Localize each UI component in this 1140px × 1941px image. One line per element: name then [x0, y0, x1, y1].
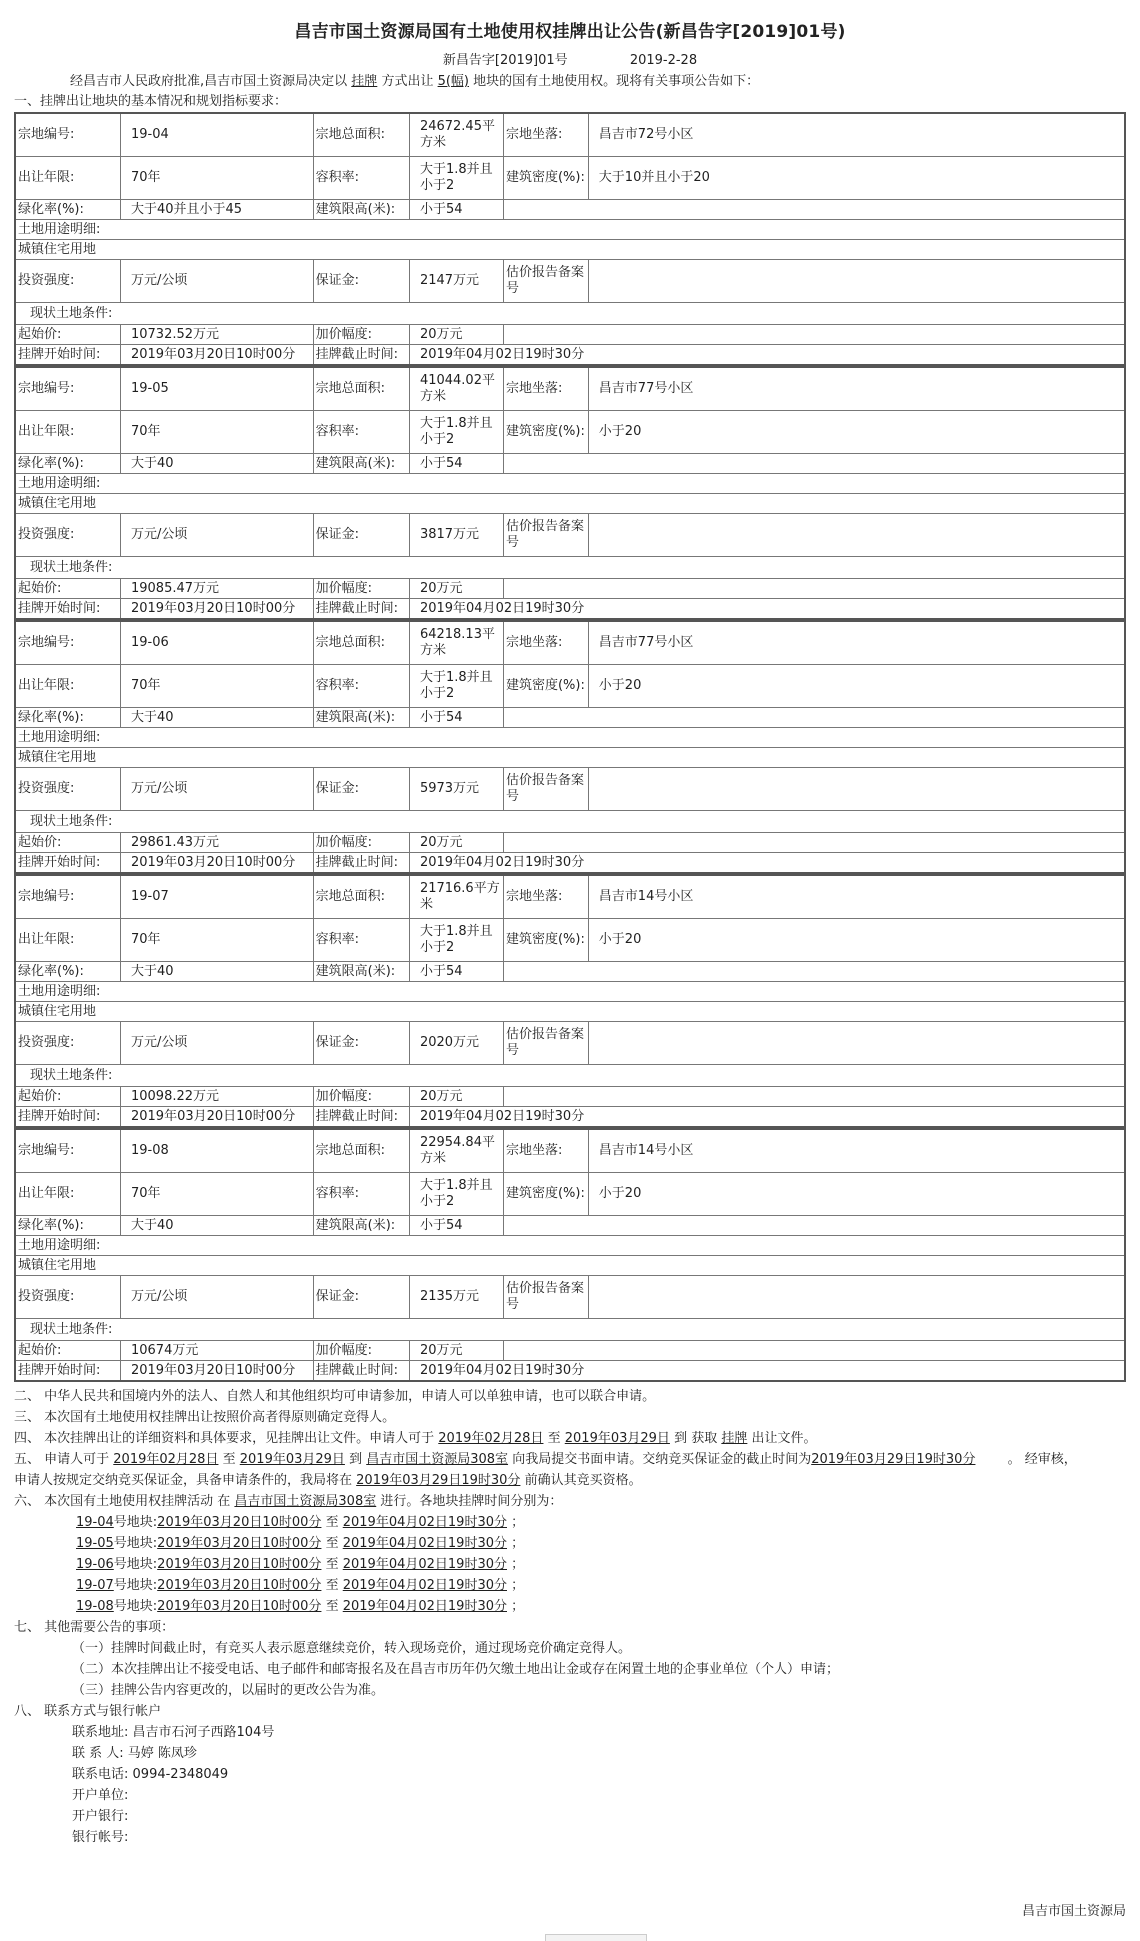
label-deposit: 保证金:	[313, 260, 409, 303]
label-density: 建筑密度(%):	[503, 411, 588, 454]
parcel-term: 70年	[120, 1173, 313, 1216]
parcel-height: 小于54	[409, 454, 503, 474]
empty-cell	[503, 708, 1125, 728]
intro-paragraph: 经昌吉市人民政府批准,昌吉市国土资源局决定以 挂牌 方式出让 5(幅) 地块的国有土地使用权。现将有关事项公告如下：	[70, 74, 760, 89]
label-increment: 加价幅度:	[313, 1341, 409, 1361]
parcel-start-price: 29861.43万元	[120, 833, 313, 853]
parcel-green: 大于40	[120, 962, 313, 982]
parcel-increment: 20万元	[409, 325, 503, 345]
label-green: 绿化率(%):	[15, 708, 120, 728]
parcel-table	[14, 874, 1126, 1128]
parcel-area: 64218.13平方米	[409, 621, 503, 665]
section-8: 八、 联系方式与银行帐户	[14, 1704, 162, 1719]
parcel-report	[588, 1022, 1125, 1065]
label-far: 容积率:	[313, 665, 409, 708]
label-green: 绿化率(%):	[15, 962, 120, 982]
empty-cell	[503, 1341, 1125, 1361]
label-term: 出让年限:	[15, 919, 120, 962]
label-increment: 加价幅度:	[313, 325, 409, 345]
parcel-no: 19-08	[120, 1129, 313, 1173]
label-parcel-no: 宗地编号:	[15, 113, 120, 157]
label-start-price: 起始价:	[15, 325, 120, 345]
parcel-start-time: 2019年03月20日10时00分	[120, 853, 313, 874]
section-6: 六、 本次国有土地使用权挂牌活动 在 昌吉市国土资源局308室 进行。各地块挂牌时间分别为：	[14, 1494, 563, 1509]
label-start-price: 起始价:	[15, 579, 120, 599]
label-condition: 现状土地条件:	[15, 557, 1125, 579]
parcel-location: 昌吉市14号小区	[588, 1129, 1125, 1173]
parcel-no: 19-07	[120, 875, 313, 919]
label-parcel-no: 宗地编号:	[15, 875, 120, 919]
empty-cell	[503, 962, 1125, 982]
schedule-item: 19-07号地块:2019年03月20日10时00分 至 2019年04月02日19时30分 ；	[76, 1578, 525, 1593]
empty-cell	[503, 454, 1125, 474]
parcel-use: 城镇住宅用地	[15, 1256, 1125, 1276]
label-deposit: 保证金:	[313, 1276, 409, 1319]
parcel-start-time: 2019年03月20日10时00分	[120, 599, 313, 620]
label-report: 估价报告备案号	[503, 1022, 588, 1065]
label-green: 绿化率(%):	[15, 200, 120, 220]
empty-cell	[503, 1216, 1125, 1236]
schedule-item: 19-05号地块:2019年03月20日10时00分 至 2019年04月02日19时30分 ；	[76, 1536, 525, 1551]
empty-cell	[503, 200, 1125, 220]
parcel-location: 昌吉市77号小区	[588, 621, 1125, 665]
parcel-start-price: 10674万元	[120, 1341, 313, 1361]
parcel-invest: 万元/公顷	[120, 768, 313, 811]
contact-person: 联 系 人: 马婷 陈凤珍	[72, 1746, 197, 1761]
parcel-area: 41044.02平方米	[409, 367, 503, 411]
parcel-increment: 20万元	[409, 1087, 503, 1107]
label-start-time: 挂牌开始时间:	[15, 345, 120, 366]
method-text: 挂牌	[351, 74, 378, 89]
parcel-tables	[14, 112, 1126, 1382]
notice-terms	[14, 1386, 1126, 1848]
bank-name: 开户银行:	[72, 1809, 129, 1824]
label-density: 建筑密度(%):	[503, 157, 588, 200]
parcel-area: 24672.45平方米	[409, 113, 503, 157]
parcel-table	[14, 112, 1126, 366]
schedule-item: 19-04号地块:2019年03月20日10时00分 至 2019年04月02日19时30分 ；	[76, 1515, 525, 1530]
label-height: 建筑限高(米):	[313, 200, 409, 220]
label-report: 估价报告备案号	[503, 514, 588, 557]
label-deposit: 保证金:	[313, 514, 409, 557]
parcel-use: 城镇住宅用地	[15, 748, 1125, 768]
bank-unit: 开户单位:	[72, 1788, 129, 1803]
label-use: 土地用途明细:	[15, 1236, 1125, 1256]
label-condition: 现状土地条件:	[15, 1065, 1125, 1087]
parcel-term: 70年	[120, 157, 313, 200]
doc-date: 2019-2-28	[629, 53, 698, 68]
label-invest: 投资强度:	[15, 768, 120, 811]
parcel-end-time: 2019年04月02日19时30分	[409, 345, 1125, 366]
section-7-item-2: （二）本次挂牌出让不接受电话、电子邮件和邮寄报名及在昌吉市历年仍欠缴土地出让金或存在闲置土地的企事业单位（个人）申请；	[72, 1662, 840, 1677]
section-7-item-1: （一）挂牌时间截止时，有竞买人表示愿意继续竞价，转入现场竞价，通过现场竞价确定竞得人。	[72, 1641, 632, 1656]
parcel-table	[14, 366, 1126, 620]
label-far: 容积率:	[313, 1173, 409, 1216]
doc-number: 新昌告字[2019]01号	[442, 53, 568, 68]
label-report: 估价报告备案号	[503, 768, 588, 811]
parcel-term: 70年	[120, 919, 313, 962]
label-invest: 投资强度:	[15, 1022, 120, 1065]
label-end-time: 挂牌截止时间:	[313, 1361, 409, 1382]
label-start-price: 起始价:	[15, 1341, 120, 1361]
parcel-use: 城镇住宅用地	[15, 494, 1125, 514]
label-area: 宗地总面积:	[313, 367, 409, 411]
parcel-far: 大于1.8并且小于2	[409, 157, 503, 200]
doc-meta	[14, 50, 1126, 72]
label-term: 出让年限:	[15, 665, 120, 708]
parcel-no: 19-04	[120, 113, 313, 157]
parcel-count: 5(幅)	[437, 74, 470, 89]
label-start-time: 挂牌开始时间:	[15, 1107, 120, 1128]
parcel-location: 昌吉市72号小区	[588, 113, 1125, 157]
parcel-invest: 万元/公顷	[120, 260, 313, 303]
label-end-time: 挂牌截止时间:	[313, 853, 409, 874]
parcel-location: 昌吉市14号小区	[588, 875, 1125, 919]
label-use: 土地用途明细:	[15, 982, 1125, 1002]
parcel-table	[14, 620, 1126, 874]
empty-cell	[503, 579, 1125, 599]
parcel-density: 小于20	[588, 665, 1125, 708]
label-height: 建筑限高(米):	[313, 708, 409, 728]
label-use: 土地用途明细:	[15, 474, 1125, 494]
label-condition: 现状土地条件:	[15, 303, 1125, 325]
parcel-far: 大于1.8并且小于2	[409, 1173, 503, 1216]
parcel-density: 小于20	[588, 411, 1125, 454]
bank-account: 银行帐号:	[72, 1830, 129, 1845]
parcel-area: 21716.6平方米	[409, 875, 503, 919]
schedule-item: 19-06号地块:2019年03月20日10时00分 至 2019年04月02日19时30分 ；	[76, 1557, 525, 1572]
label-far: 容积率:	[313, 411, 409, 454]
parcel-start-time: 2019年03月20日10时00分	[120, 1361, 313, 1382]
label-far: 容积率:	[313, 157, 409, 200]
label-deposit: 保证金:	[313, 1022, 409, 1065]
parcel-density: 小于20	[588, 919, 1125, 962]
contact-address: 联系地址: 昌吉市石河子西路104号	[72, 1725, 275, 1740]
label-use: 土地用途明细:	[15, 220, 1125, 240]
label-start-price: 起始价:	[15, 1087, 120, 1107]
parcel-green: 大于40	[120, 454, 313, 474]
parcel-invest: 万元/公顷	[120, 1276, 313, 1319]
parcel-height: 小于54	[409, 708, 503, 728]
parcel-green: 大于40并且小于45	[120, 200, 313, 220]
label-height: 建筑限高(米):	[313, 1216, 409, 1236]
parcel-term: 70年	[120, 411, 313, 454]
label-invest: 投资强度:	[15, 514, 120, 557]
parcel-deposit: 2147万元	[409, 260, 503, 303]
parcel-use: 城镇住宅用地	[15, 240, 1125, 260]
label-area: 宗地总面积:	[313, 621, 409, 665]
label-term: 出让年限:	[15, 411, 120, 454]
parcel-end-time: 2019年04月02日19时30分	[409, 1107, 1125, 1128]
label-term: 出让年限:	[15, 157, 120, 200]
parcel-deposit: 5973万元	[409, 768, 503, 811]
schedule-list	[14, 1512, 1126, 1617]
parcel-far: 大于1.8并且小于2	[409, 411, 503, 454]
section-7: 七、 其他需要公告的事项：	[14, 1620, 175, 1635]
empty-cell	[503, 833, 1125, 853]
label-condition: 现状土地条件:	[15, 1319, 1125, 1341]
parcel-height: 小于54	[409, 200, 503, 220]
label-location: 宗地坐落:	[503, 1129, 588, 1173]
label-density: 建筑密度(%):	[503, 1173, 588, 1216]
section-4: 四、 本次挂牌出让的详细资料和具体要求，见挂牌出让文件。申请人可于 2019年02月28日 至 2019年03月29日 到 获取 挂牌 出让文件。	[14, 1431, 817, 1446]
label-invest: 投资强度:	[15, 260, 120, 303]
issuing-org: 昌吉市国土资源局	[1021, 1904, 1126, 1919]
parcel-start-time: 2019年03月20日10时00分	[120, 1107, 313, 1128]
parcel-increment: 20万元	[409, 833, 503, 853]
parcel-invest: 万元/公顷	[120, 514, 313, 557]
label-use: 土地用途明细:	[15, 728, 1125, 748]
parcel-height: 小于54	[409, 1216, 503, 1236]
label-end-time: 挂牌截止时间:	[313, 1107, 409, 1128]
section-7-item-3: （三）挂牌公告内容更改的，以届时的更改公告为准。	[72, 1683, 385, 1698]
label-parcel-no: 宗地编号:	[15, 1129, 120, 1173]
parcel-increment: 20万元	[409, 579, 503, 599]
label-end-time: 挂牌截止时间:	[313, 345, 409, 366]
label-location: 宗地坐落:	[503, 875, 588, 919]
label-area: 宗地总面积:	[313, 1129, 409, 1173]
label-report: 估价报告备案号	[503, 260, 588, 303]
parcel-use: 城镇住宅用地	[15, 1002, 1125, 1022]
label-increment: 加价幅度:	[313, 579, 409, 599]
label-invest: 投资强度:	[15, 1276, 120, 1319]
label-location: 宗地坐落:	[503, 113, 588, 157]
parcel-invest: 万元/公顷	[120, 1022, 313, 1065]
parcel-end-time: 2019年04月02日19时30分	[409, 599, 1125, 620]
label-start-time: 挂牌开始时间:	[15, 1361, 120, 1382]
parcel-deposit: 2020万元	[409, 1022, 503, 1065]
label-parcel-no: 宗地编号:	[15, 621, 120, 665]
parcel-start-price: 19085.47万元	[120, 579, 313, 599]
parcel-density: 大于10并且小于20	[588, 157, 1125, 200]
parcel-end-time: 2019年04月02日19时30分	[409, 1361, 1125, 1382]
parcel-term: 70年	[120, 665, 313, 708]
page-title: 昌吉市国土资源局国有土地使用权挂牌出让公告(新昌告字[2019]01号)	[294, 22, 846, 42]
parcel-start-time: 2019年03月20日10时00分	[120, 345, 313, 366]
label-height: 建筑限高(米):	[313, 962, 409, 982]
label-term: 出让年限:	[15, 1173, 120, 1216]
parcel-start-price: 10098.22万元	[120, 1087, 313, 1107]
parcel-far: 大于1.8并且小于2	[409, 919, 503, 962]
parcel-green: 大于40	[120, 1216, 313, 1236]
parcel-far: 大于1.8并且小于2	[409, 665, 503, 708]
label-height: 建筑限高(米):	[313, 454, 409, 474]
empty-cell	[503, 325, 1125, 345]
label-green: 绿化率(%):	[15, 454, 120, 474]
schedule-item: 19-08号地块:2019年03月20日10时00分 至 2019年04月02日19时30分 ；	[76, 1599, 525, 1614]
label-report: 估价报告备案号	[503, 1276, 588, 1319]
parcel-report	[588, 1276, 1125, 1319]
label-increment: 加价幅度:	[313, 833, 409, 853]
label-location: 宗地坐落:	[503, 367, 588, 411]
label-parcel-no: 宗地编号:	[15, 367, 120, 411]
parcel-no: 19-06	[120, 621, 313, 665]
notice-document	[14, 0, 1126, 1848]
label-increment: 加价幅度:	[313, 1087, 409, 1107]
empty-cell	[503, 1087, 1125, 1107]
parcel-report	[588, 514, 1125, 557]
section-5-cont: 申请人按规定交纳竞买保证金，具备申请条件的，我局将在 2019年03月29日19时30分 前确认其竞买资格。	[14, 1473, 642, 1488]
section-2: 二、 中华人民共和国境内外的法人、自然人和其他组织均可申请参加，申请人可以单独申请，也可以联合申请。	[14, 1389, 656, 1404]
label-density: 建筑密度(%):	[503, 919, 588, 962]
label-green: 绿化率(%):	[15, 1216, 120, 1236]
parcel-report	[588, 260, 1125, 303]
parcel-location: 昌吉市77号小区	[588, 367, 1125, 411]
parcel-height: 小于54	[409, 962, 503, 982]
section-3: 三、 本次国有土地使用权挂牌出让按照价高者得原则确定竞得人。	[14, 1410, 396, 1425]
label-condition: 现状土地条件:	[15, 811, 1125, 833]
section-5: 五、 申请人可于 2019年02月28日 至 2019年03月29日 到 昌吉市国土资源局308室 向我局提交书面申请。交纳竞买保证金的截止时间为2019年03月29日19时30分 。 经审核，	[14, 1452, 1077, 1467]
parcel-table	[14, 1128, 1126, 1382]
parcel-end-time: 2019年04月02日19时30分	[409, 853, 1125, 874]
label-start-price: 起始价:	[15, 833, 120, 853]
parcel-area: 22954.84平方米	[409, 1129, 503, 1173]
parcel-green: 大于40	[120, 708, 313, 728]
label-start-time: 挂牌开始时间:	[15, 853, 120, 874]
label-density: 建筑密度(%):	[503, 665, 588, 708]
contact-phone: 联系电话: 0994-2348049	[72, 1767, 229, 1782]
section-1-heading: 一、挂牌出让地块的基本情况和规划指标要求：	[14, 94, 288, 109]
label-far: 容积率:	[313, 919, 409, 962]
parcel-no: 19-05	[120, 367, 313, 411]
label-end-time: 挂牌截止时间:	[313, 599, 409, 620]
label-area: 宗地总面积:	[313, 113, 409, 157]
parcel-increment: 20万元	[409, 1341, 503, 1361]
parcel-start-price: 10732.52万元	[120, 325, 313, 345]
parcel-deposit: 3817万元	[409, 514, 503, 557]
parcel-density: 小于20	[588, 1173, 1125, 1216]
label-start-time: 挂牌开始时间:	[15, 599, 120, 620]
label-deposit: 保证金:	[313, 768, 409, 811]
parcel-report	[588, 768, 1125, 811]
parcel-deposit: 2135万元	[409, 1276, 503, 1319]
label-location: 宗地坐落:	[503, 621, 588, 665]
label-area: 宗地总面积:	[313, 875, 409, 919]
